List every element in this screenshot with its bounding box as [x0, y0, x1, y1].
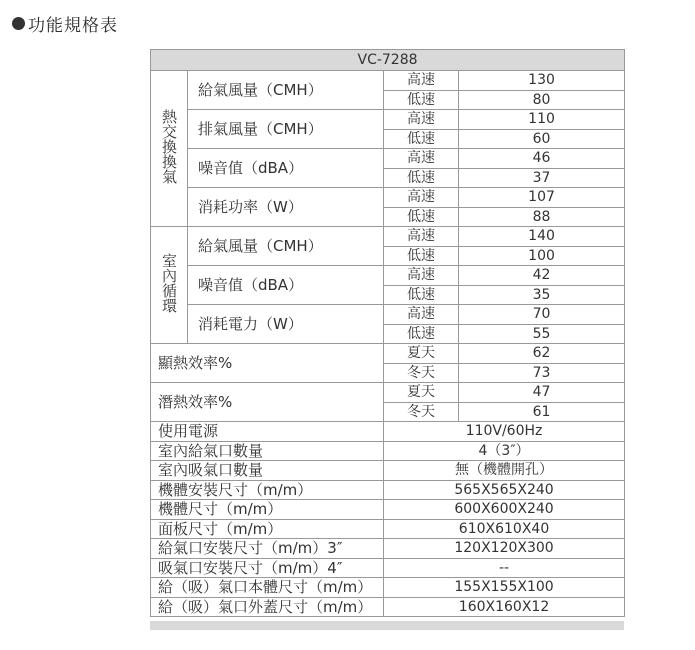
- spec-label: 面板尺寸（m/m）: [151, 519, 384, 539]
- table-row: [151, 500, 625, 520]
- row-label: 排氣風量（CMH）: [188, 110, 384, 149]
- table-footer-bar: [150, 621, 624, 630]
- value-cell: 42: [459, 266, 625, 286]
- spec-label: 使用電源: [151, 422, 384, 442]
- spec-label: 給（吸）氣口外蓋尺寸（m/m）: [151, 597, 384, 617]
- table-row: [151, 266, 625, 286]
- section-heading: [12, 10, 118, 36]
- mode-cell: 高速: [384, 266, 459, 286]
- spec-value: 120X120X300: [384, 539, 625, 559]
- spec-value: 4（3″）: [384, 441, 625, 461]
- model-name: VC-7288: [151, 50, 625, 71]
- row-label: 噪音值（dBA）: [188, 149, 384, 188]
- mode-cell: 高速: [384, 188, 459, 208]
- value-cell: 62: [459, 344, 625, 364]
- row-label: 噪音值（dBA）: [188, 266, 384, 305]
- table-row: [151, 422, 625, 442]
- spec-value: 160X160X12: [384, 597, 625, 617]
- mode-cell: 高速: [384, 305, 459, 325]
- table-row: [151, 519, 625, 539]
- row-label: 消耗電力（W）: [188, 305, 384, 344]
- value-cell: 35: [459, 285, 625, 305]
- season-cell: 夏天: [384, 344, 459, 364]
- value-cell: 55: [459, 324, 625, 344]
- mode-cell: 高速: [384, 227, 459, 247]
- bullet-icon: [12, 17, 25, 30]
- table-row: [151, 441, 625, 461]
- row-label: 給氣風量（CMH）: [188, 227, 384, 266]
- season-cell: 夏天: [384, 383, 459, 403]
- mode-cell: 低速: [384, 324, 459, 344]
- table-row: [151, 227, 625, 247]
- spec-value: 無（機體開孔）: [384, 461, 625, 481]
- mode-cell: 低速: [384, 90, 459, 110]
- season-cell: 冬天: [384, 363, 459, 383]
- mode-cell: 低速: [384, 246, 459, 266]
- efficiency-label: 潛熱效率%: [151, 383, 384, 422]
- spec-value: 110V/60Hz: [384, 422, 625, 442]
- spec-value: --: [384, 558, 625, 578]
- spec-label: 室內給氣口數量: [151, 441, 384, 461]
- row-label: 消耗功率（W）: [188, 188, 384, 227]
- spec-value: 610X610X40: [384, 519, 625, 539]
- mode-cell: 低速: [384, 168, 459, 188]
- spec-value: 565X565X240: [384, 480, 625, 500]
- table-row: [151, 578, 625, 598]
- season-cell: 冬天: [384, 402, 459, 422]
- value-cell: 88: [459, 207, 625, 227]
- group-label-indoor-circulation: [151, 227, 188, 344]
- table-row: [151, 344, 625, 364]
- spec-value: 155X155X100: [384, 578, 625, 598]
- value-cell: 61: [459, 402, 625, 422]
- spec-table: [150, 49, 625, 617]
- value-cell: 37: [459, 168, 625, 188]
- group-label-text: 熱交換換氣: [160, 108, 178, 184]
- value-cell: 107: [459, 188, 625, 208]
- value-cell: 80: [459, 90, 625, 110]
- spec-label: 室內吸氣口數量: [151, 461, 384, 481]
- value-cell: 100: [459, 246, 625, 266]
- heading-title: 功能規格表: [28, 15, 118, 36]
- value-cell: 73: [459, 363, 625, 383]
- table-row: [151, 461, 625, 481]
- spec-label: 給氣口安裝尺寸（m/m）3″: [151, 539, 384, 559]
- group-label-text: 室內循環: [160, 252, 178, 313]
- mode-cell: 高速: [384, 110, 459, 130]
- table-row: [151, 305, 625, 325]
- spec-label: 機體安裝尺寸（m/m）: [151, 480, 384, 500]
- table-row: [151, 110, 625, 130]
- spec-label: 吸氣口安裝尺寸（m/m）4″: [151, 558, 384, 578]
- value-cell: 47: [459, 383, 625, 403]
- efficiency-label: 顯熱效率%: [151, 344, 384, 383]
- mode-cell: 低速: [384, 129, 459, 149]
- value-cell: 60: [459, 129, 625, 149]
- table-row: [151, 383, 625, 403]
- table-row: [151, 597, 625, 617]
- value-cell: 130: [459, 71, 625, 91]
- mode-cell: 低速: [384, 207, 459, 227]
- mode-cell: 低速: [384, 285, 459, 305]
- spec-table-body: [151, 50, 625, 617]
- group-label-heat-exchange: [151, 71, 188, 227]
- table-row: [151, 188, 625, 208]
- table-row: [151, 558, 625, 578]
- value-cell: 110: [459, 110, 625, 130]
- spec-label: 機體尺寸（m/m）: [151, 500, 384, 520]
- row-label: 給氣風量（CMH）: [188, 71, 384, 110]
- mode-cell: 高速: [384, 149, 459, 169]
- mode-cell: 高速: [384, 71, 459, 91]
- spec-label: 給（吸）氣口本體尺寸（m/m）: [151, 578, 384, 598]
- value-cell: 70: [459, 305, 625, 325]
- value-cell: 140: [459, 227, 625, 247]
- model-row: [151, 50, 625, 71]
- table-row: [151, 71, 625, 91]
- value-cell: 46: [459, 149, 625, 169]
- table-row: [151, 149, 625, 169]
- spec-value: 600X600X240: [384, 500, 625, 520]
- table-row: [151, 539, 625, 559]
- table-row: [151, 480, 625, 500]
